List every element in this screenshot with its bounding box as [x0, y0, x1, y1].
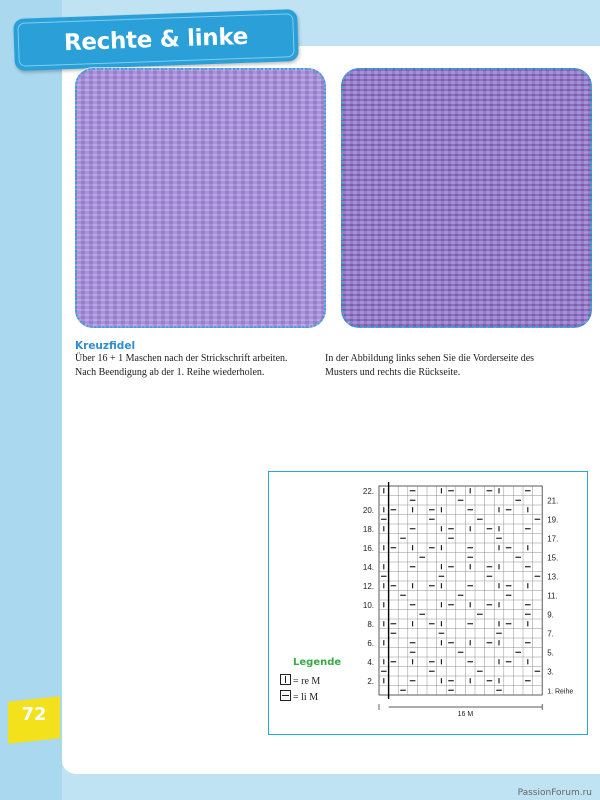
legend-label-knit: = re M — [293, 676, 321, 687]
pattern-instructions — [75, 352, 325, 380]
title-tab — [13, 9, 299, 71]
knit-swatch-back-photo — [341, 68, 592, 328]
row-label-left: 16. — [362, 543, 374, 553]
row-label-left: 4. — [367, 657, 374, 667]
row-label-right: 9. — [547, 610, 554, 620]
knit-stitch-icon — [280, 674, 291, 685]
row-label-left: 6. — [367, 638, 374, 648]
row-label-left: 14. — [362, 562, 374, 572]
row-label-left: 8. — [367, 619, 374, 629]
row-label-right: 3. — [547, 667, 554, 677]
purl-stitch-icon — [280, 690, 291, 701]
instructions-line-1: Über 16 + 1 Maschen nach der Strickschrift arbeiten. — [75, 353, 288, 364]
row-label-left: 10. — [362, 600, 374, 610]
note-line-2: Musters und rechts die Rückseite. — [325, 367, 461, 378]
page-title: Rechte & linke — [63, 23, 249, 57]
page-side-band — [0, 0, 62, 800]
row-label-left: 2. — [367, 676, 374, 686]
row-label-right: 19. — [547, 515, 559, 525]
knit-swatch-front-photo — [75, 68, 326, 328]
row-label-right: 13. — [547, 572, 559, 582]
note-line-1: In der Abbildung links sehen Sie die Vorderseite des — [325, 353, 535, 364]
row-label-left: 22. — [362, 486, 374, 496]
watermark: PassionForum.ru — [517, 788, 592, 798]
pattern-name: Kreuzfidel — [75, 340, 136, 352]
legend-title: Legende — [293, 657, 342, 668]
legend-item-purl — [280, 690, 318, 703]
pattern-note — [325, 352, 565, 380]
instructions-line-2: Nach Beendigung ab der 1. Reihe wiederholen. — [75, 367, 265, 378]
row-label-left: 12. — [362, 581, 374, 591]
row-label-right: 11. — [547, 591, 558, 601]
legend-item-knit — [280, 674, 320, 687]
row-label-right: 1. Reihe — [547, 688, 574, 696]
page-number: 72 — [21, 704, 47, 725]
row-label-right: 5. — [547, 648, 554, 658]
row-label-right: 21. — [547, 496, 559, 506]
legend-label-purl: = li M — [293, 692, 319, 703]
row-label-right: 17. — [547, 534, 559, 544]
repeat-label: 16 M — [457, 711, 474, 718]
row-label-right: 15. — [547, 553, 559, 563]
row-label-left: 20. — [362, 505, 374, 515]
row-label-left: 18. — [362, 524, 374, 534]
row-label-right: 7. — [547, 629, 554, 639]
